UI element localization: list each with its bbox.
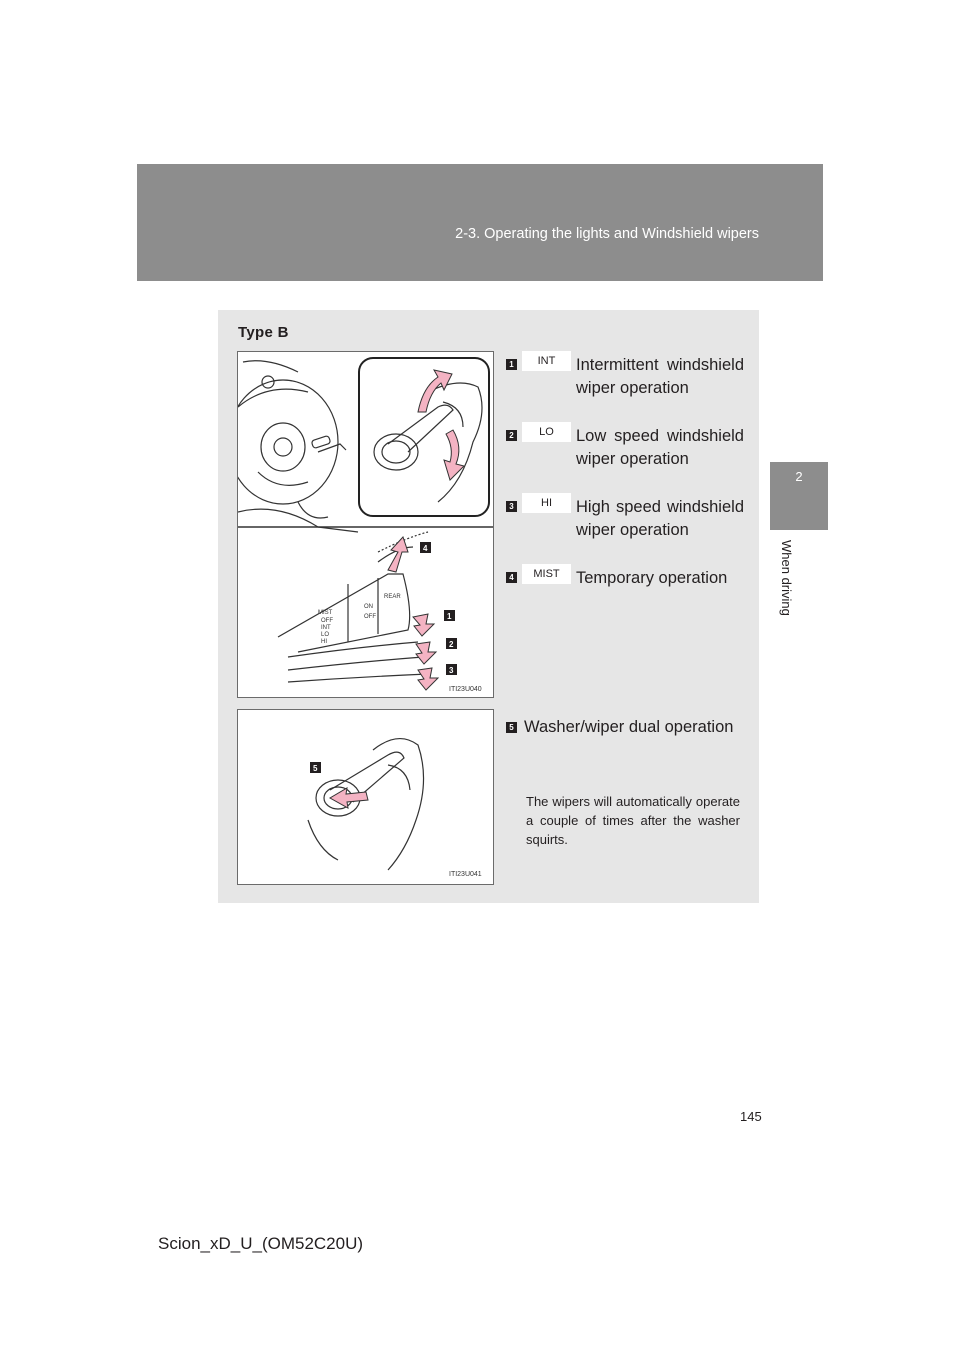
item-number-badge: 5 <box>506 722 517 733</box>
lever-mark-rear: REAR <box>384 594 401 600</box>
lever-mark-hi: HI <box>321 639 327 645</box>
mode-label: LO <box>522 422 571 442</box>
lever-mark-on: ON <box>364 604 373 610</box>
item-number-badge: 3 <box>506 501 517 512</box>
page-number: 145 <box>740 1109 762 1124</box>
chapter-label: When driving <box>779 540 794 616</box>
item-number-badge: 2 <box>506 430 517 441</box>
lever-mark-off: OFF <box>321 618 333 624</box>
mode-label: MIST <box>522 564 571 584</box>
section-title: 2-3. Operating the lights and Windshield wipers <box>455 226 759 242</box>
figure2-code: ITI23U041 <box>449 871 482 878</box>
content-box <box>218 310 759 903</box>
item-text: High speed windshield wiper operation <box>576 498 744 539</box>
figure1-code: ITI23U040 <box>449 686 482 693</box>
item-text: Temporary operation <box>576 569 728 587</box>
callout-1: 1 <box>447 612 452 621</box>
callout-5: 5 <box>313 764 318 773</box>
lever-mark-lo: LO <box>321 632 330 638</box>
item-text: Low speed windshield wiper operation <box>576 427 744 468</box>
lever-mark-int: INT <box>321 625 331 631</box>
callout-3: 3 <box>449 666 454 675</box>
lever-mark-off-rear: OFF <box>364 614 376 620</box>
chapter-number: 2 <box>795 469 803 484</box>
item-text: Intermittent windshield wiper operation <box>576 356 744 397</box>
header-band <box>137 164 823 281</box>
chapter-label-container <box>768 540 808 660</box>
mode-label: HI <box>522 493 571 513</box>
wiper-lever-drawing <box>238 352 493 697</box>
washer-note: The wipers will automatically operate a couple of times after the washer squirts. <box>526 794 740 847</box>
washer-drawing <box>238 710 493 884</box>
washer-illustration <box>237 709 494 885</box>
document-id: Scion_xD_U_(OM52C20U) <box>158 1234 364 1253</box>
chapter-tab <box>770 462 828 530</box>
mode-label: INT <box>522 351 571 371</box>
callout-2: 2 <box>449 640 454 649</box>
item-number-badge: 4 <box>506 572 517 583</box>
type-heading: Type B <box>238 324 289 341</box>
item-text: Washer/wiper dual operation <box>524 718 734 736</box>
item-number-badge: 1 <box>506 359 517 370</box>
wiper-lever-illustration <box>237 351 494 698</box>
callout-4: 4 <box>423 544 428 553</box>
lever-mark-mist: MIST <box>318 610 333 616</box>
